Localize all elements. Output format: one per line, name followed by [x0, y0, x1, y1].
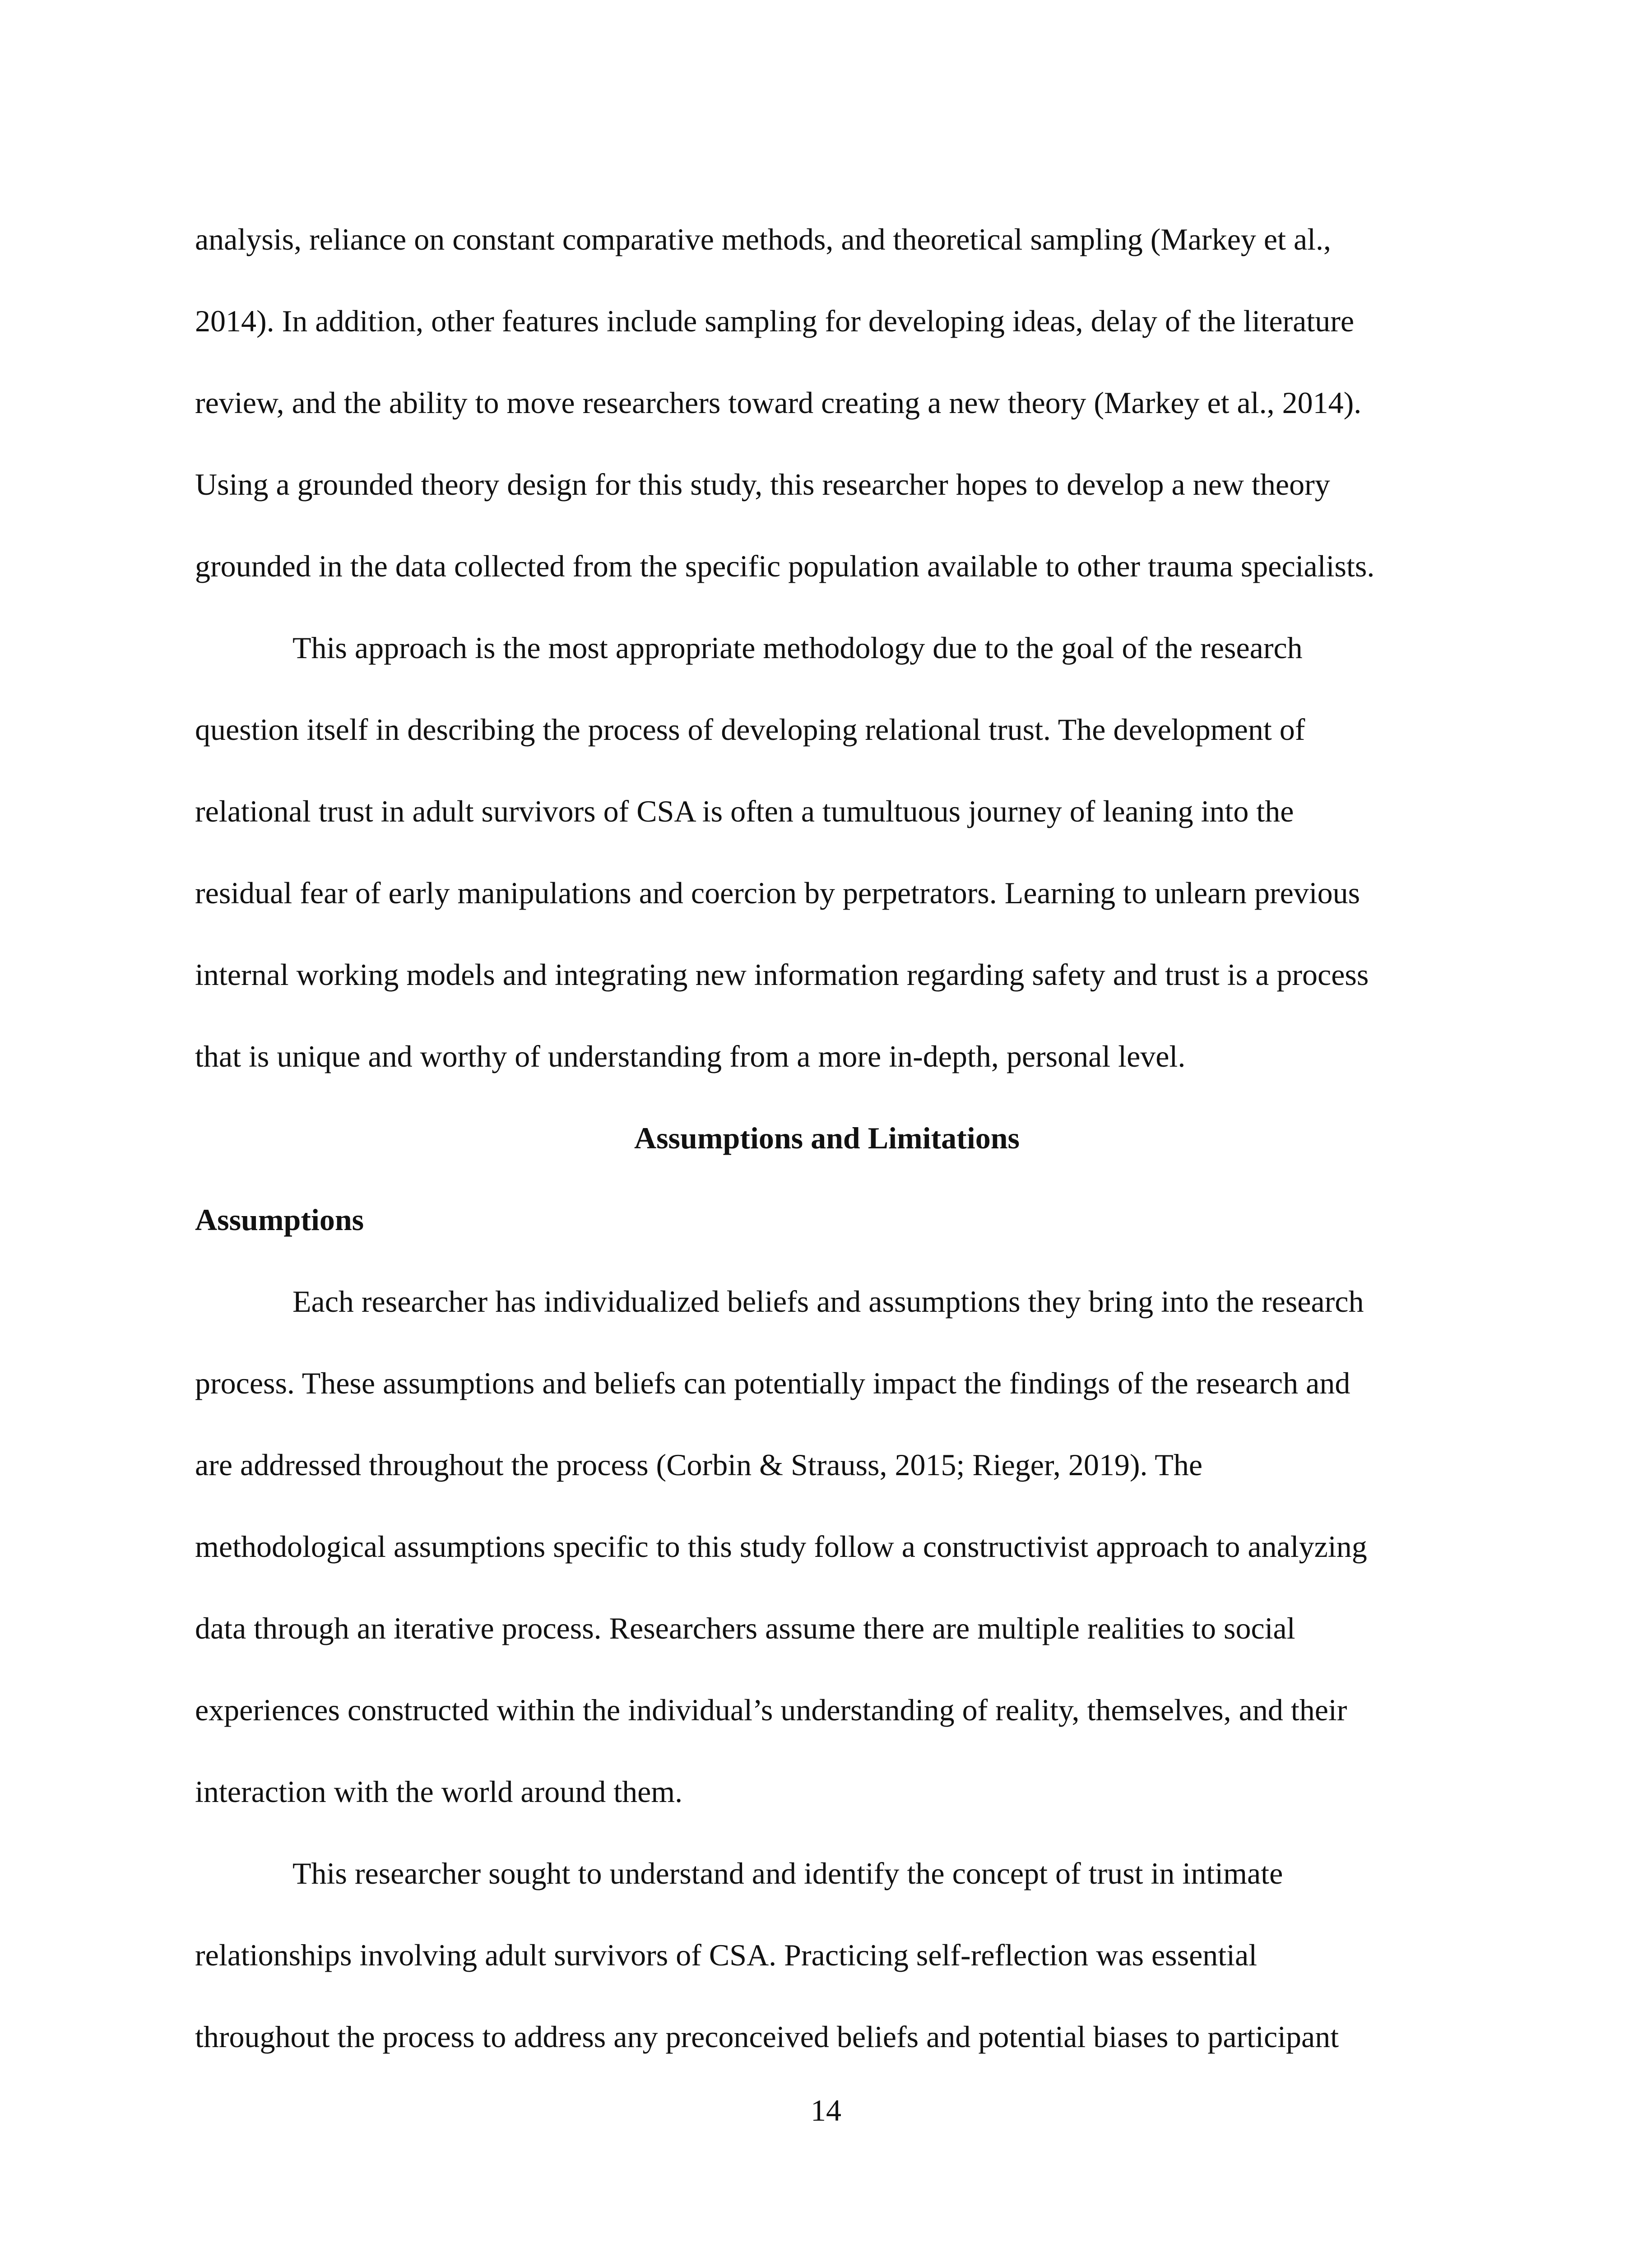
text-line: grounded in the data collected from the specific population available to other trauma specialists.	[195, 549, 1375, 583]
text-line: review, and the ability to move researchers toward creating a new theory (Markey et al., 2014).	[195, 385, 1362, 420]
text-line: relational trust in adult survivors of CSA is often a tumultuous journey of leaning into the	[195, 794, 1294, 828]
page-number: 14	[811, 2093, 841, 2127]
text-line: internal working models and integrating new information regarding safety and trust is a process	[195, 957, 1369, 992]
paragraph-first-line: This researcher sought to understand and identify the concept of trust in intimate	[292, 1856, 1283, 1890]
text-line: process. These assumptions and beliefs can potentially impact the findings of the research and	[195, 1366, 1350, 1400]
text-line: are addressed throughout the process (Corbin & Strauss, 2015; Rieger, 2019). The	[195, 1448, 1203, 1482]
paragraph-first-line: Each researcher has individualized beliefs and assumptions they bring into the research	[292, 1284, 1364, 1319]
text-line: question itself in describing the process of developing relational trust. The development of	[195, 712, 1305, 747]
text-line: interaction with the world around them.	[195, 1774, 683, 1809]
paragraph-first-line: This approach is the most appropriate methodology due to the goal of the research	[292, 631, 1303, 665]
text-line: experiences constructed within the individual’s understanding of reality, themselves, and their	[195, 1693, 1347, 1727]
text-line: residual fear of early manipulations and coercion by perpetrators. Learning to unlearn previous	[195, 876, 1360, 910]
subsection-heading: Assumptions	[195, 1203, 364, 1237]
text-line: relationships involving adult survivors of CSA. Practicing self-reflection was essential	[195, 1938, 1258, 1972]
text-line: analysis, reliance on constant comparative methods, and theoretical sampling (Markey et al.,	[195, 222, 1332, 256]
section-heading: Assumptions and Limitations	[634, 1121, 1020, 1155]
text-line: throughout the process to address any preconceived beliefs and potential biases to participant	[195, 2020, 1339, 2054]
text-line: methodological assumptions specific to this study follow a constructivist approach to analyzing	[195, 1529, 1367, 1564]
text-line: that is unique and worthy of understanding from a more in-depth, personal level.	[195, 1039, 1186, 1073]
text-line: Using a grounded theory design for this study, this researcher hopes to develop a new theory	[195, 467, 1330, 502]
text-line: data through an iterative process. Researchers assume there are multiple realities to social	[195, 1611, 1295, 1645]
body-text	[195, 199, 1459, 2078]
text-line: 2014). In addition, other features include sampling for developing ideas, delay of the literature	[195, 304, 1355, 338]
